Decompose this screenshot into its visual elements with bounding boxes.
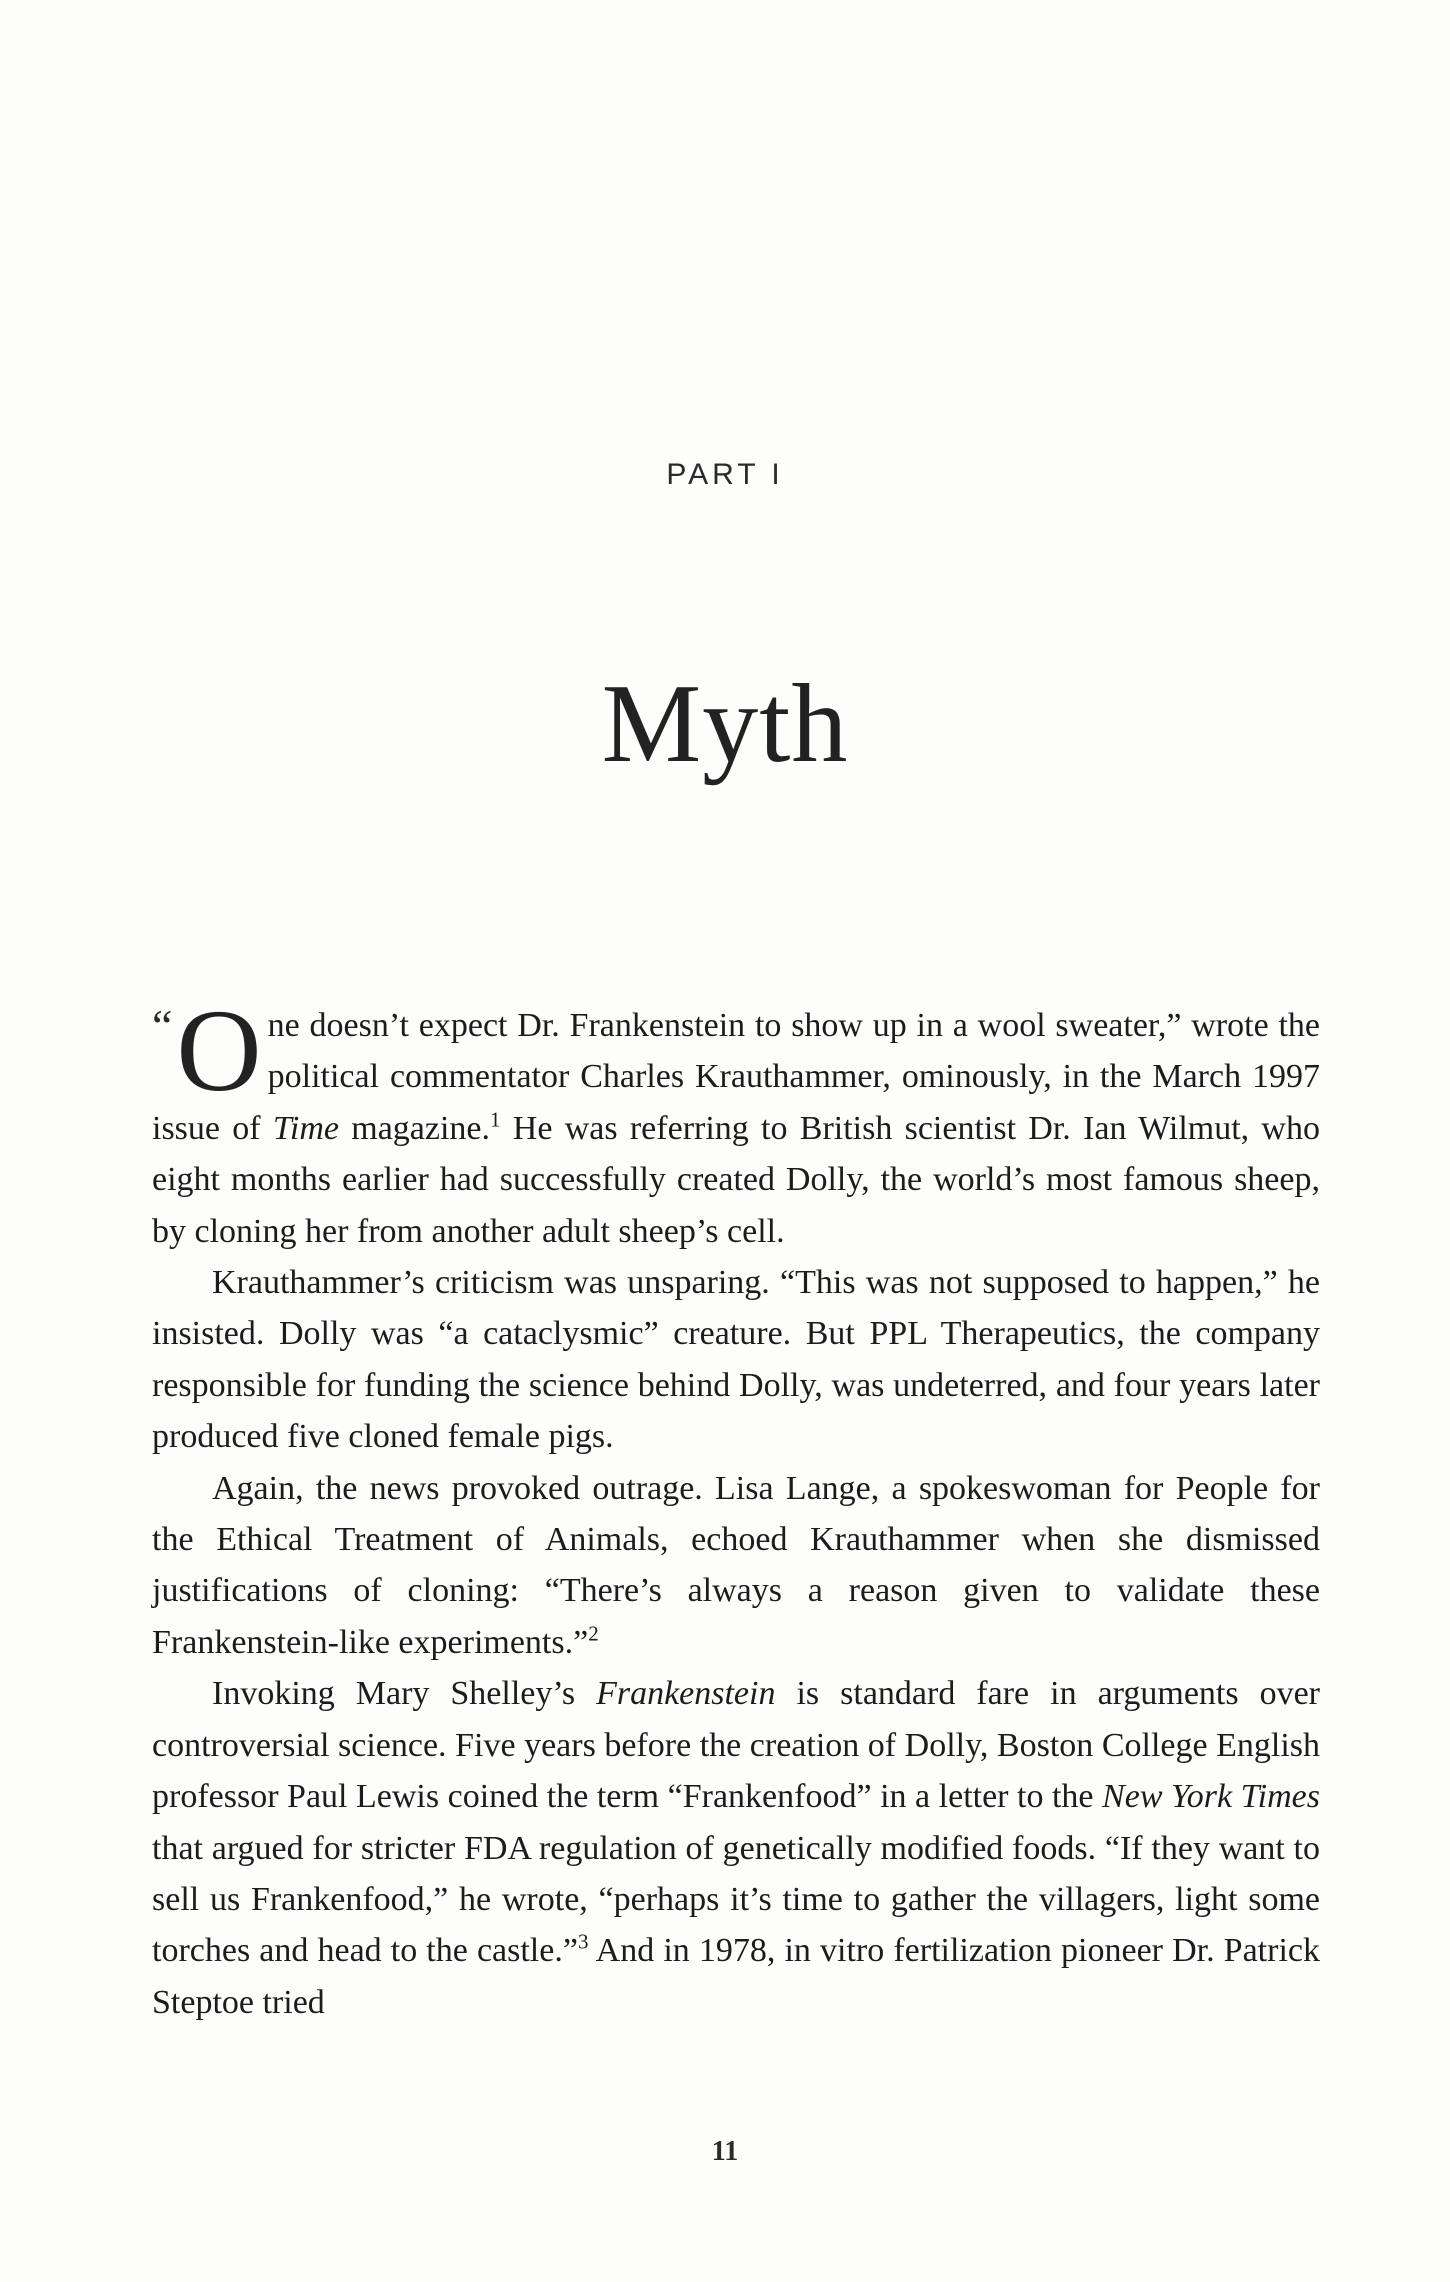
paragraph-text: Again, the news provoked outrage. Lisa Lange, a spokeswoman for People for the Ethical Treatment of Animals, echoed Krauthammer when she dismissed justifications of cloning: “There’s always a reason given to validate these Frankenstein-like experiments.” [152, 1469, 1320, 1661]
paragraph-text: is standard fare in arguments over controversial science. Five years before the creation of Dolly, Boston College English professor Paul Lewis coined the term “Frankenfood” in a letter to the [152, 1675, 1320, 1816]
part-label: PART I [666, 458, 784, 491]
part-title: Myth [601, 662, 849, 786]
paragraph-1 [152, 985, 1320, 1257]
paragraph-3 [152, 1463, 1320, 1669]
paragraph-2 [152, 1257, 1320, 1463]
paragraph-text: that argued for stricter FDA regulation of genetically modified foods. “If they want to sell us Frankenfood,” he wrote, “perhaps it’s time to gather the villagers, light some torches and head to the castle.” [152, 1829, 1320, 1970]
footnote-marker: 3 [577, 1929, 589, 1954]
paragraph-text: magazine. [339, 1109, 491, 1147]
italic-title: New York Times [1102, 1778, 1320, 1816]
italic-title: Frankenstein [596, 1675, 776, 1713]
footnote-marker: 2 [588, 1621, 599, 1646]
opening-quote-mark: “ [152, 1000, 173, 1051]
body-text [152, 985, 1320, 2028]
drop-cap: O [176, 985, 262, 1116]
page-number: 11 [711, 2136, 739, 2167]
footnote-marker: 1 [490, 1107, 501, 1132]
paragraph-text: He was referring to British scientist Dr. Ian Wilmut, who eight months earlier had successfully created Dolly, the world’s most famous sheep, by cloning her from another adult sheep’s cell. [152, 1109, 1320, 1250]
italic-title: Time [272, 1109, 339, 1147]
paragraph-text: And in 1978, in vitro fertilization pioneer Dr. Patrick Steptoe tried [152, 1932, 1320, 2021]
paragraph-4 [152, 1668, 1320, 2028]
paragraph-text: Krauthammer’s criticism was unsparing. “This was not supposed to happen,” he insisted. Dolly was “a cataclysmic” creature. But PPL Therapeutics, the company responsible for funding the science behind Dolly, was undeterred, and four years later produced five cloned female pigs. [152, 1264, 1320, 1456]
paragraph-text: Invoking Mary Shelley’s [212, 1675, 597, 1713]
paragraph-text: ne doesn’t expect Dr. Frankenstein to show up in a wool sweater,” wrote the political commentator Charles Krauthammer, ominously, in the March 1997 issue of [152, 1007, 1320, 1147]
